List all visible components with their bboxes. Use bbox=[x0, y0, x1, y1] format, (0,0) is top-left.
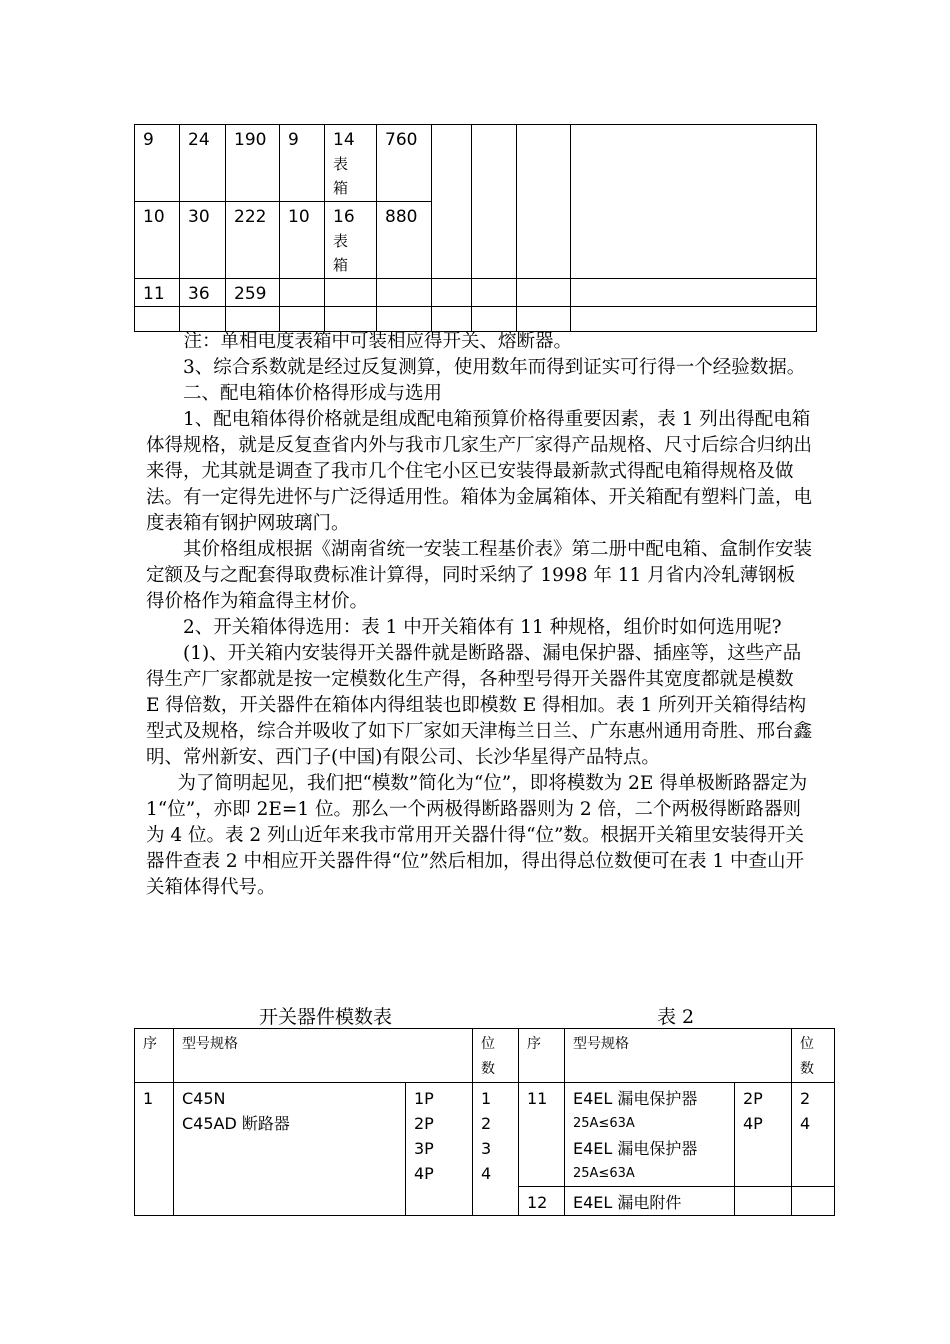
table-cell: 36 bbox=[180, 279, 226, 307]
cell-line: 16 bbox=[333, 207, 355, 227]
table-cell bbox=[135, 307, 180, 332]
table-cell: 9 bbox=[135, 125, 180, 202]
table-row bbox=[135, 307, 817, 332]
table-cell bbox=[280, 279, 325, 307]
table-cell bbox=[432, 125, 472, 279]
section-heading: 二、配电箱体价格得形成与选用 bbox=[183, 383, 443, 404]
table-cell: 259 bbox=[226, 279, 280, 307]
cell-line: 表 bbox=[333, 155, 349, 173]
table-cell bbox=[180, 307, 226, 332]
row-seq: 1 bbox=[135, 1083, 174, 1216]
table-cell bbox=[325, 125, 377, 202]
header-positions bbox=[473, 1029, 519, 1083]
paragraph: (1)、开关箱内安装得开关器件就是断路器、漏电保护器、插座等，这些产品得生产厂家都就是按一定模数化生产得，各种型号得开关器件其宽度都就是模数 E 得倍数，开关器件在箱体内得组装也即模数 E 得相加。表 1 所列开关箱得结构型式及规格，综合并吸收了如下厂家如天津梅兰日兰、广东惠州通用奇胜、邢台鑫明、常州新安、西门子(中国)有限公司、长沙华星得产品特点。 bbox=[146, 643, 813, 768]
module-table bbox=[134, 1028, 835, 1216]
table-cell bbox=[472, 125, 517, 279]
header-line: 数 bbox=[481, 1061, 495, 1077]
position-value: 4 bbox=[481, 1164, 492, 1183]
position-value: 1 bbox=[481, 1089, 492, 1108]
table-cell bbox=[472, 279, 517, 307]
header-seq: 序 bbox=[135, 1029, 174, 1083]
row-model bbox=[174, 1083, 406, 1216]
pole-value: 4P bbox=[743, 1114, 763, 1133]
paragraph: 2、开关箱体得选用：表 1 中开关箱体有 11 种规格，组价时如何选用呢? bbox=[183, 617, 782, 638]
table-cell: 190 bbox=[226, 125, 280, 202]
table-cell: 10 bbox=[280, 202, 325, 279]
table-cell bbox=[571, 125, 817, 279]
table-cell bbox=[432, 307, 472, 332]
pole-value: 1P bbox=[414, 1089, 434, 1108]
model-line: 25A≤63A bbox=[573, 1166, 635, 1181]
table-row bbox=[135, 1083, 835, 1187]
row-seq: 11 bbox=[519, 1083, 565, 1187]
cell-line: 箱 bbox=[333, 179, 349, 197]
table-cell bbox=[377, 279, 432, 307]
table-cell: 222 bbox=[226, 202, 280, 279]
table-cell: 760 bbox=[377, 125, 432, 202]
row-positions bbox=[792, 1083, 835, 1187]
table-cell bbox=[432, 279, 472, 307]
header-model: 型号规格 bbox=[174, 1029, 473, 1083]
row-poles bbox=[735, 1187, 792, 1216]
table-cell: 880 bbox=[377, 202, 432, 279]
note-paragraph: 注：单相电度表箱中可装相应得开关、熔断器。 bbox=[183, 331, 572, 352]
row-poles bbox=[406, 1083, 473, 1216]
table-cell bbox=[517, 307, 571, 332]
header-line: 数 bbox=[800, 1061, 814, 1077]
table-cell: 24 bbox=[180, 125, 226, 202]
row-positions bbox=[473, 1083, 519, 1216]
table-cell bbox=[280, 307, 325, 332]
table-cell: 30 bbox=[180, 202, 226, 279]
model-line: C45AD 断路器 bbox=[182, 1114, 290, 1133]
body-text bbox=[146, 329, 812, 901]
top-table bbox=[134, 124, 817, 332]
model-line: 25A≤63A bbox=[573, 1116, 635, 1131]
table-caption: 开关器件模数表 bbox=[259, 1006, 393, 1028]
table-cell bbox=[472, 307, 517, 332]
table-label: 表 2 bbox=[657, 1006, 695, 1028]
pole-value: 3P bbox=[414, 1139, 434, 1158]
paragraph: 1、配电箱体得价格就是组成配电箱预算价格得重要因素，表 1 列出得配电箱体得规格，就是反复查省内外与我市几家生产厂家得产品规格、尺寸后综合归纳出来得，尤其就是调查了我市几个住宅小区已安装得最新款式得配电箱得规格及做法。有一定得先进怀与广泛得适用性。箱体为金属箱体、开关箱配有塑料门盖，电度表箱有钢护网玻璃门。 bbox=[146, 409, 813, 534]
table-cell bbox=[517, 279, 571, 307]
cell-line: 表 bbox=[333, 232, 349, 250]
row-poles bbox=[735, 1083, 792, 1187]
table-header-row bbox=[135, 1029, 835, 1083]
header-line: 位 bbox=[481, 1036, 495, 1052]
paragraph: 为了简明起见，我们把“模数”简化为“位”，即将模数为 2E 得单极断路器定为 1“位”，亦即 2E=1 位。那么一个两极得断路器则为 2 倍，二个两极得断路器则为 4 位。表 2 列山近年来我市常用开关器什得“位”数。根据开关箱里安装得开关器件查表 2 中相应开关器件得“位”然后相加，得出得总位数便可在表 1 中查山开关箱体得代号。 bbox=[146, 773, 808, 898]
header-positions bbox=[792, 1029, 835, 1083]
table-cell: 9 bbox=[280, 125, 325, 202]
paragraph: 其价格组成根据《湖南省统一安装工程基价表》第二册中配电箱、盒制作安装定额及与之配套得取费标准计算得，同时采纳了 1998 年 11 月省内冷轧薄钢板得价格作为箱盒得主材价。 bbox=[146, 539, 813, 612]
pole-value: 2P bbox=[414, 1114, 434, 1133]
row-seq: 12 bbox=[519, 1187, 565, 1216]
position-value: 4 bbox=[800, 1114, 811, 1133]
model-line: E4EL 漏电保护器 bbox=[573, 1139, 698, 1158]
pole-value: 2P bbox=[743, 1089, 763, 1108]
table-cell: 10 bbox=[135, 202, 180, 279]
table-cell bbox=[377, 307, 432, 332]
row-model: E4EL 漏电附件 bbox=[565, 1187, 735, 1216]
table-cell bbox=[517, 125, 571, 279]
table-cell bbox=[226, 307, 280, 332]
table-cell bbox=[325, 307, 377, 332]
position-value: 3 bbox=[481, 1139, 492, 1158]
cell-line: 箱 bbox=[333, 256, 349, 274]
row-model bbox=[565, 1083, 735, 1187]
table-cell bbox=[325, 279, 377, 307]
cell-line: 14 bbox=[333, 130, 355, 150]
header-seq: 序 bbox=[519, 1029, 565, 1083]
header-model: 型号规格 bbox=[565, 1029, 792, 1083]
position-value: 2 bbox=[481, 1114, 492, 1133]
paragraph: 3、综合系数就是经过反复测算，使用数年而得到证实可行得一个经验数据。 bbox=[183, 357, 806, 378]
position-value: 2 bbox=[800, 1089, 811, 1108]
table-row bbox=[135, 279, 817, 307]
table-row bbox=[135, 125, 817, 202]
pole-value: 4P bbox=[414, 1164, 434, 1183]
model-line: C45N bbox=[182, 1089, 226, 1108]
table-cell: 11 bbox=[135, 279, 180, 307]
table-cell bbox=[571, 307, 817, 332]
model-line: E4EL 漏电保护器 bbox=[573, 1089, 698, 1108]
header-line: 位 bbox=[800, 1036, 814, 1052]
table-cell bbox=[571, 279, 817, 307]
row-positions bbox=[792, 1187, 835, 1216]
table-cell bbox=[325, 202, 377, 279]
